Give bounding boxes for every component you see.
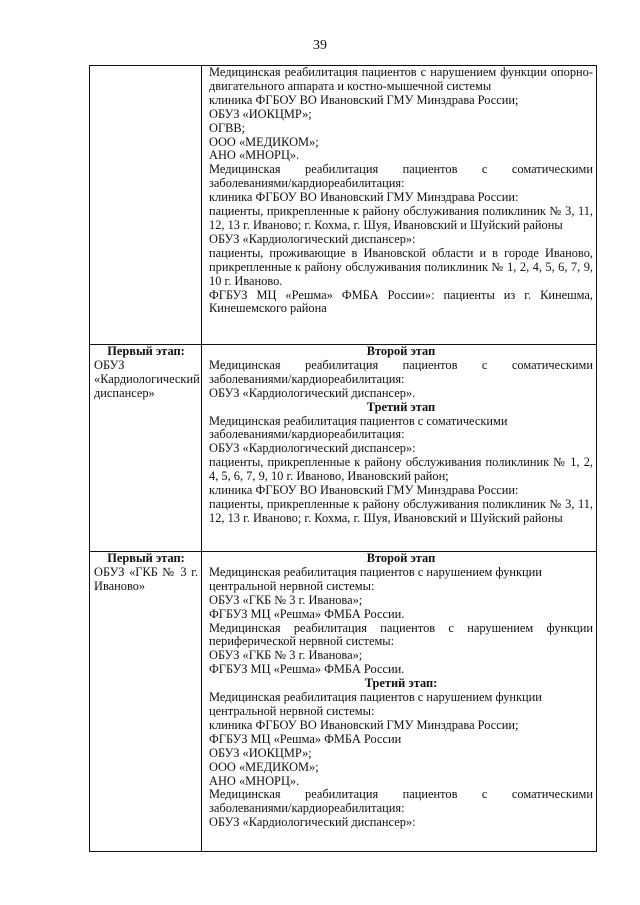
paragraph: Медицинская реабилитация пациентов с нарушением функции центральной нервной системы: (209, 564, 542, 593)
paragraph: ОБУЗ «Кардиологический диспансер»: (209, 441, 416, 456)
paragraph: Медицинская реабилитация пациентов с нарушением функции периферической нервной системы: (209, 620, 593, 649)
paragraph: ООО «МЕДИКОМ»; (209, 759, 319, 774)
paragraph: ФГБУЗ МЦ «Решма» ФМБА России. (209, 662, 405, 677)
paragraph: АНО «МНОРЦ». (209, 148, 300, 163)
paragraph: клиника ФГБОУ ВО Ивановский ГМУ Минздрава России; (209, 717, 519, 732)
paragraph: ООО «МЕДИКОМ»; (209, 134, 319, 149)
left-cell (90, 552, 202, 852)
table-row (90, 66, 597, 345)
third-stage-heading: Третий этап: (364, 676, 438, 691)
paragraph: ОБУЗ «ГКБ № 3 г. Иванова»; (209, 648, 363, 663)
first-stage-org: ОБУЗ «Кардиологический диспансер» (94, 357, 200, 400)
paragraph: пациенты, проживающие в Ивановской области и в городе Иваново, прикрепленные к району обслуживания поликлиник № 1, 2, 4, 5, 6, 7, 9, 10 г. Иваново. (209, 245, 593, 288)
page-number: 39 (313, 38, 327, 53)
second-stage-heading: Второй этап (366, 551, 436, 565)
paragraph: пациенты, прикрепленные к району обслуживания поликлиник № 3, 11, 12, 13 г. Иваново; г. Кохма, г. Шуя, Ивановский и Шуйский районы (209, 204, 593, 232)
paragraph: клиника ФГБОУ ВО Ивановский ГМУ Минздрава России; (209, 92, 519, 107)
left-cell-empty (90, 66, 202, 345)
paragraph: ФГБУЗ МЦ «Решма» ФМБА России. (209, 606, 405, 621)
paragraph: Медицинская реабилитация пациентов с соматическими заболеваниями/кардиореабилитация: (209, 413, 508, 442)
paragraph: пациенты, прикрепленные к району обслуживания поликлиник № 1, 2, 4, 5, 6, 7, 9, 10 г. Иваново, Ивановский район; (209, 455, 593, 484)
paragraph: ФГБУЗ МЦ «Решма» ФМБА России»: пациенты из г. Кинешма, Кинешемского района (209, 287, 593, 316)
first-stage-label: Первый этап: (107, 551, 185, 565)
paragraph: Медицинская реабилитация пациентов с нарушением функции центральной нервной системы: (209, 690, 542, 718)
first-stage-org: ОБУЗ «ГКБ № 3 г. Иваново» (94, 564, 198, 593)
second-stage-heading: Второй этап (366, 344, 436, 358)
paragraph: Медицинская реабилитация пациентов с соматическими заболеваниями/кардиореабилитация: (209, 787, 593, 816)
paragraph: ОГВВ; (209, 120, 246, 135)
right-cell (202, 552, 597, 852)
paragraph: пациенты, прикрепленные к району обслуживания поликлиник № 3, 11, 12, 13 г. Иваново; г. Кохма, г. Шуя, Ивановский и Шуйский районы (209, 496, 593, 525)
first-stage-label: Первый этап: (107, 344, 185, 358)
table-row (90, 552, 597, 852)
right-cell (202, 345, 597, 552)
paragraph: ОБУЗ «Кардиологический диспансер». (209, 385, 416, 400)
paragraph: ОБУЗ «Кардиологический диспансер»: (209, 815, 416, 830)
paragraph: клиника ФГБОУ ВО Ивановский ГМУ Минздрава России: (209, 483, 519, 498)
paragraph: Медицинская реабилитация пациентов с соматическими заболеваниями/кардиореабилитация: (209, 357, 593, 386)
paragraph: ОБУЗ «ИОКЦМР»; (209, 106, 312, 121)
left-cell (90, 345, 202, 552)
paragraph: клиника ФГБОУ ВО Ивановский ГМУ Минздрава России: (209, 190, 519, 205)
paragraph: ОБУЗ «ИОКЦМР»; (209, 745, 312, 760)
paragraph: ФГБУЗ МЦ «Решма» ФМБА России (209, 731, 402, 746)
paragraph: Медицинская реабилитация пациентов с нарушением функции опорно-двигательного аппарата и костно-мышечной системы (209, 65, 593, 93)
paragraph: Медицинская реабилитация пациентов с соматическими заболеваниями/кардиореабилитация: (209, 162, 593, 191)
paragraph: АНО «МНОРЦ». (209, 773, 300, 788)
paragraph: ОБУЗ «Кардиологический диспансер»: (209, 231, 416, 246)
table-row (90, 345, 597, 552)
paragraph: ОБУЗ «ГКБ № 3 г. Иванова»; (209, 592, 363, 607)
rehabilitation-routing-table (89, 65, 597, 852)
right-cell (202, 66, 597, 345)
third-stage-heading: Третий этап (366, 399, 436, 414)
